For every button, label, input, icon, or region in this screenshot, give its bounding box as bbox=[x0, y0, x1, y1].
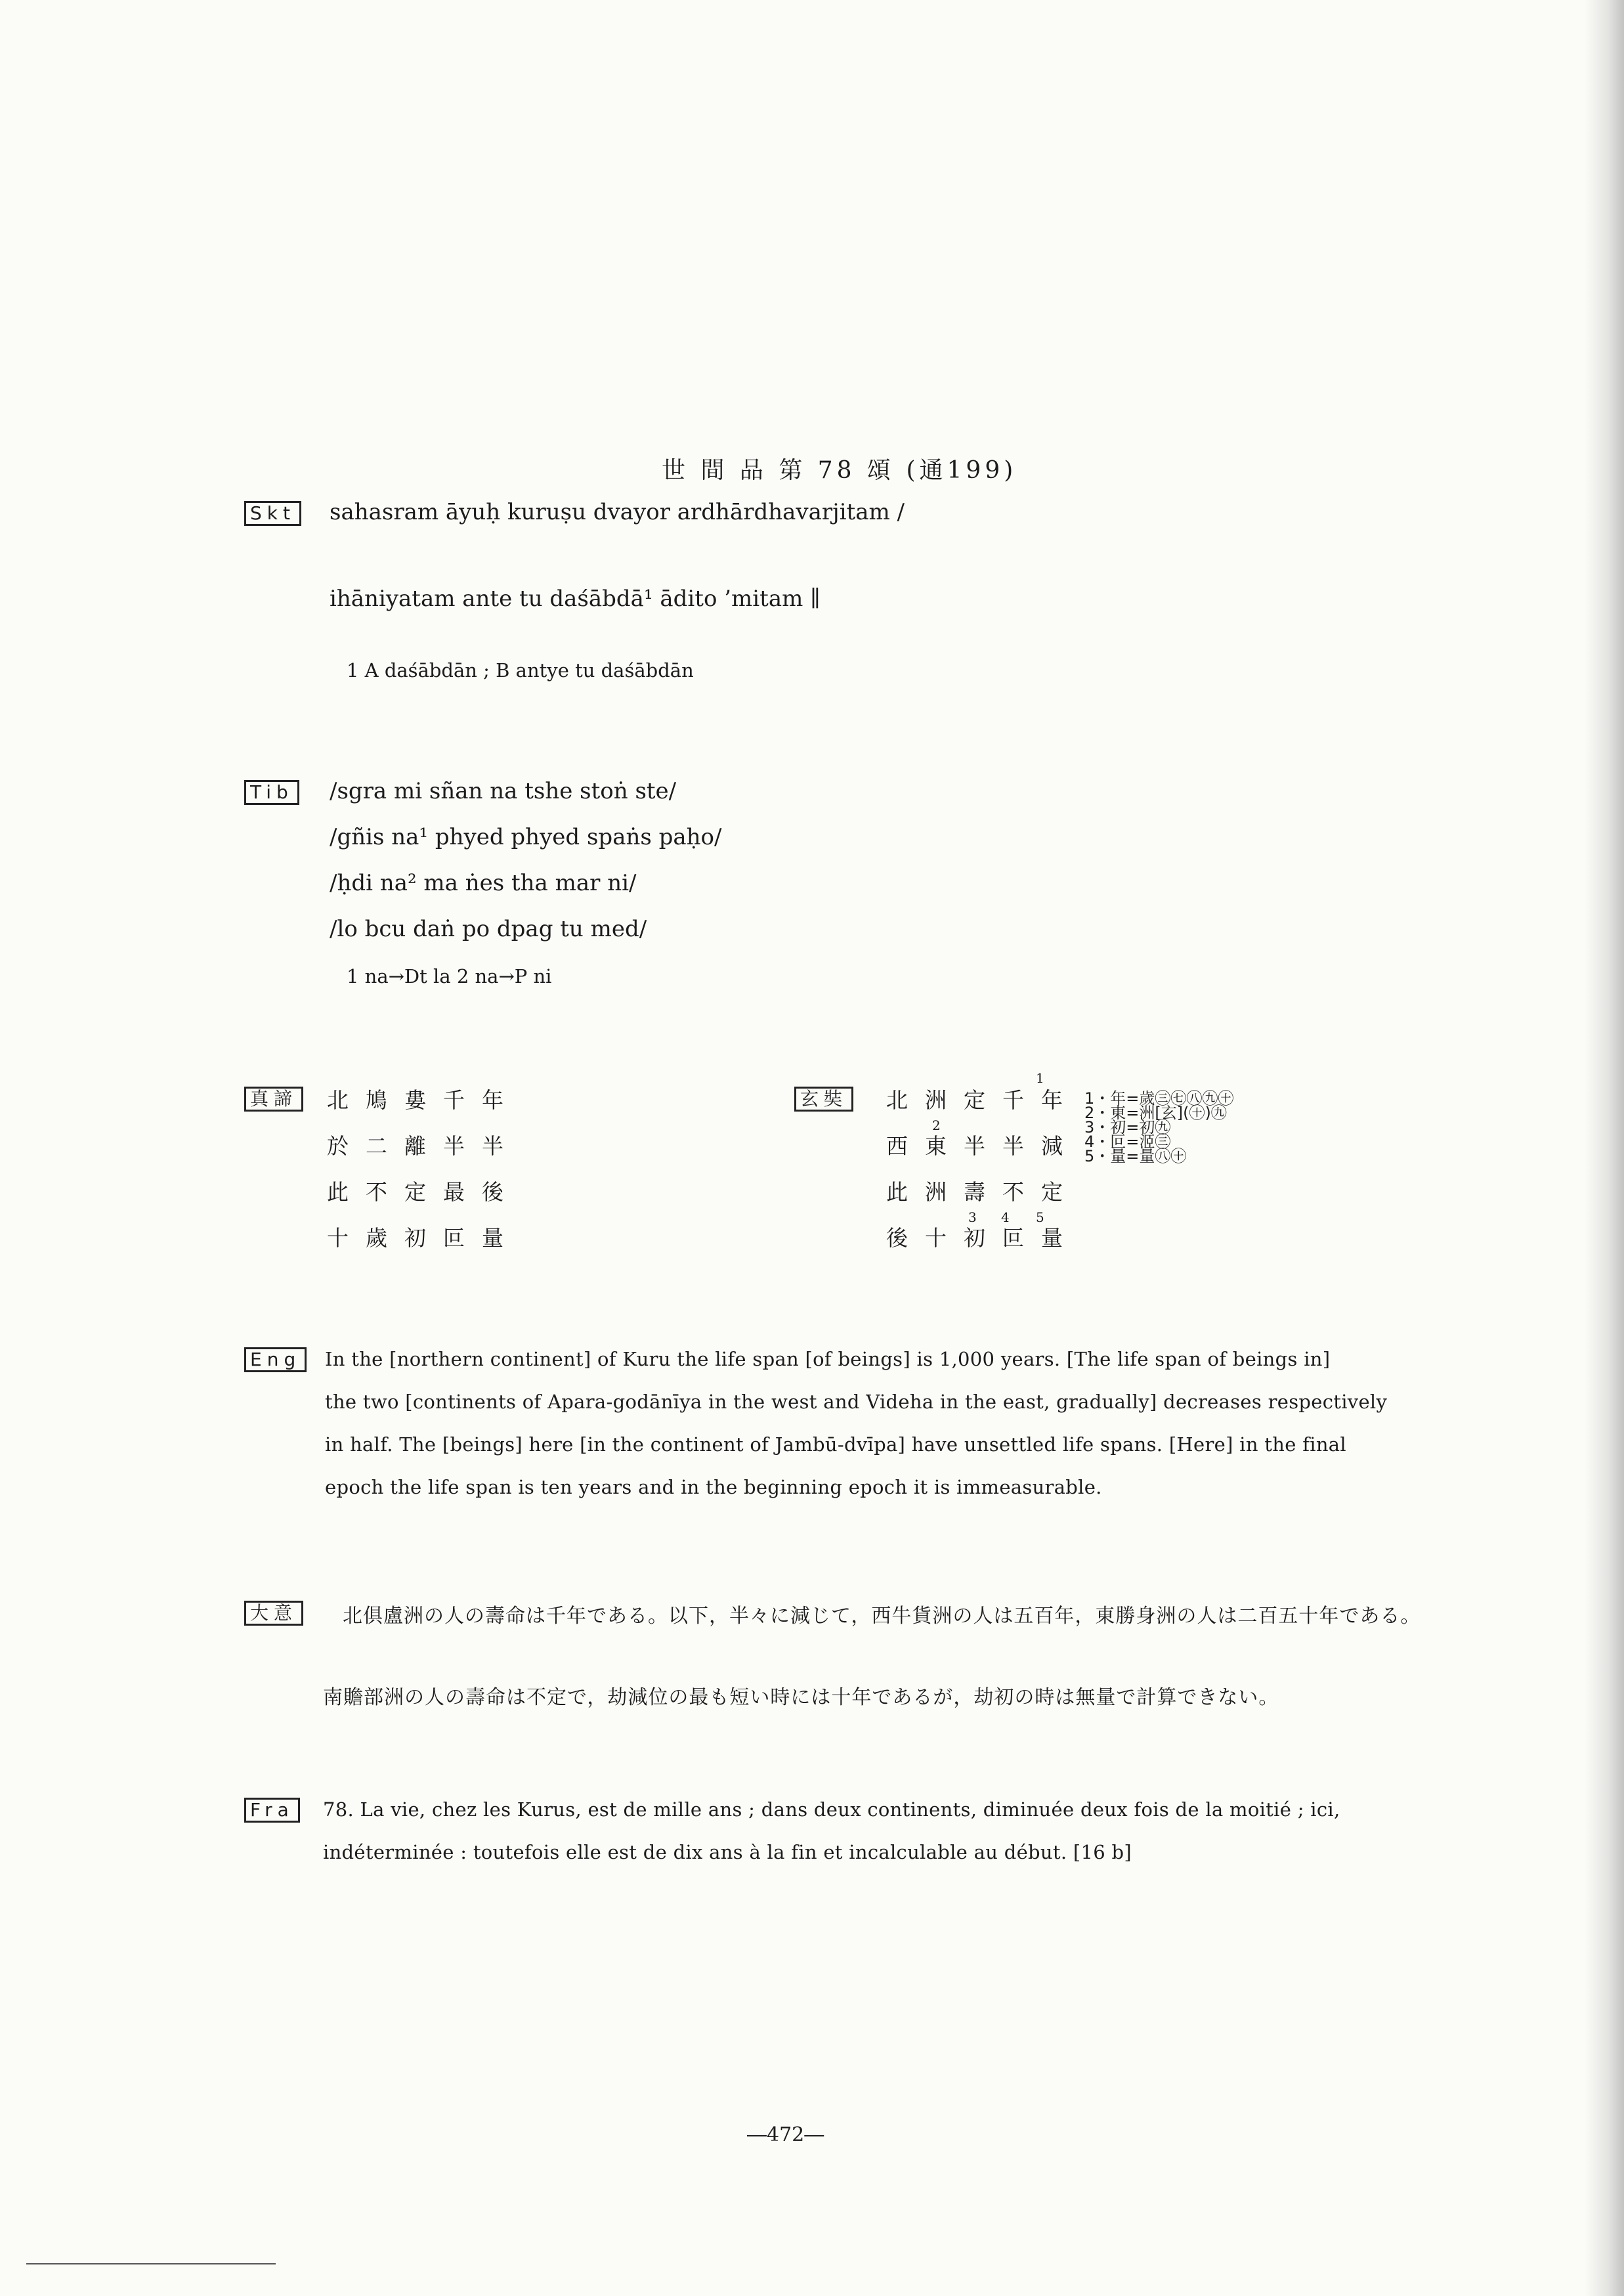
eng-line-1: In the [northern continent] of Kuru the life span [of beings] is 1,000 years. [The life span of beings in] bbox=[325, 1348, 1331, 1370]
zhen-line-4: 十歲初叵量 bbox=[327, 1225, 521, 1251]
skt-line-1: sahasram āyuḥ kuruṣu dvayor ardhārdhavarjitam / bbox=[330, 499, 905, 525]
xuan-label: 玄奘 bbox=[794, 1087, 853, 1112]
page-title: 世 間 品 第 78 頌 (通199) bbox=[662, 457, 1017, 484]
variant-note-5: 5・量=量㊇㊉ bbox=[1084, 1147, 1187, 1165]
zhen-line-1: 北鳩婁千年 bbox=[327, 1087, 521, 1113]
tib-label: Tib bbox=[244, 780, 299, 805]
skt-line-2: ihāniyatam ante tu daśābdā¹ ādito ’mitam ∥ bbox=[330, 586, 821, 612]
ja-label: 大意 bbox=[244, 1601, 303, 1626]
eng-line-4: epoch the life span is ten years and in the beginning epoch it is immeasurable. bbox=[325, 1476, 1102, 1498]
xuan-mark-3: 3 bbox=[968, 1209, 977, 1225]
zhen-line-2: 於二離半半 bbox=[327, 1133, 521, 1159]
xuan-line-3: 此洲壽不定 bbox=[886, 1179, 1080, 1205]
zhen-label: 真諦 bbox=[244, 1087, 303, 1112]
xuan-mark-4: 4 bbox=[1001, 1209, 1010, 1225]
tib-line-1: /sgra mi sñan na tshe stoṅ ste/ bbox=[330, 778, 677, 804]
xuan-line-1: 北洲定千年 bbox=[886, 1087, 1080, 1113]
xuan-mark-2: 2 bbox=[932, 1117, 941, 1133]
fra-line-2: indéterminée : toutefois elle est de dix ans à la fin et incalculable au début. [16 b] bbox=[323, 1841, 1132, 1863]
tib-footnote: 1 na→Dt la 2 na→P ni bbox=[347, 965, 552, 987]
eng-label: Eng bbox=[244, 1347, 307, 1372]
tib-line-4: /lo bcu daṅ po dpag tu med/ bbox=[330, 916, 647, 942]
xuan-line-4: 後十初叵量 bbox=[886, 1225, 1080, 1251]
tib-line-3: /ḥdi na² ma ṅes tha mar ni/ bbox=[330, 870, 637, 896]
ja-line-1: 北俱盧洲の人の壽命は千年である。以下，半々に減じて，西牛貨洲の人は五百年，東勝身洲の人は二百五十年である。 bbox=[343, 1605, 1421, 1628]
variant-note-4: 4・叵=洍㊂ bbox=[1084, 1133, 1171, 1151]
xuan-line-2: 西東半半減 bbox=[886, 1133, 1080, 1159]
variant-note-1: 1・年=歲㊂㊆㊇㊈㊉ bbox=[1084, 1089, 1234, 1108]
zhen-line-3: 此不定最後 bbox=[327, 1179, 521, 1205]
xuan-mark-1: 1 bbox=[1036, 1070, 1044, 1086]
eng-line-2: the two [continents of Apara-godānīya in the west and Videha in the east, gradually] decreases respectively bbox=[325, 1391, 1388, 1413]
scan-edge-shadow bbox=[1585, 0, 1624, 2296]
eng-line-3: in half. The [beings] here [in the continent of Jambū-dvīpa] have unsettled life spans. [Here] in the final bbox=[325, 1433, 1346, 1456]
fra-label: Fra bbox=[244, 1798, 300, 1823]
variant-note-3: 3・初=初㊈ bbox=[1084, 1118, 1171, 1137]
variant-note-2: 2・東=洲[玄](㊉)㊈ bbox=[1084, 1104, 1227, 1122]
xuan-mark-5: 5 bbox=[1036, 1209, 1044, 1225]
page-number: ―472― bbox=[747, 2123, 824, 2146]
bottom-rule bbox=[26, 2263, 276, 2264]
ja-line-2: 南贍部洲の人の壽命は不定で，劫減位の最も短い時には十年であるが，劫初の時は無量で計算できない。 bbox=[323, 1686, 1279, 1709]
fra-line-1: 78. La vie, chez les Kurus, est de mille ans ; dans deux continents, diminuée deux fois de la moitié ; ici, bbox=[323, 1798, 1340, 1821]
tib-line-2: /gñis na¹ phyed phyed spaṅs paḥo/ bbox=[330, 824, 722, 850]
skt-footnote: 1 A daśābdān ; B antye tu daśābdān bbox=[347, 659, 694, 682]
skt-label: Skt bbox=[244, 501, 301, 526]
